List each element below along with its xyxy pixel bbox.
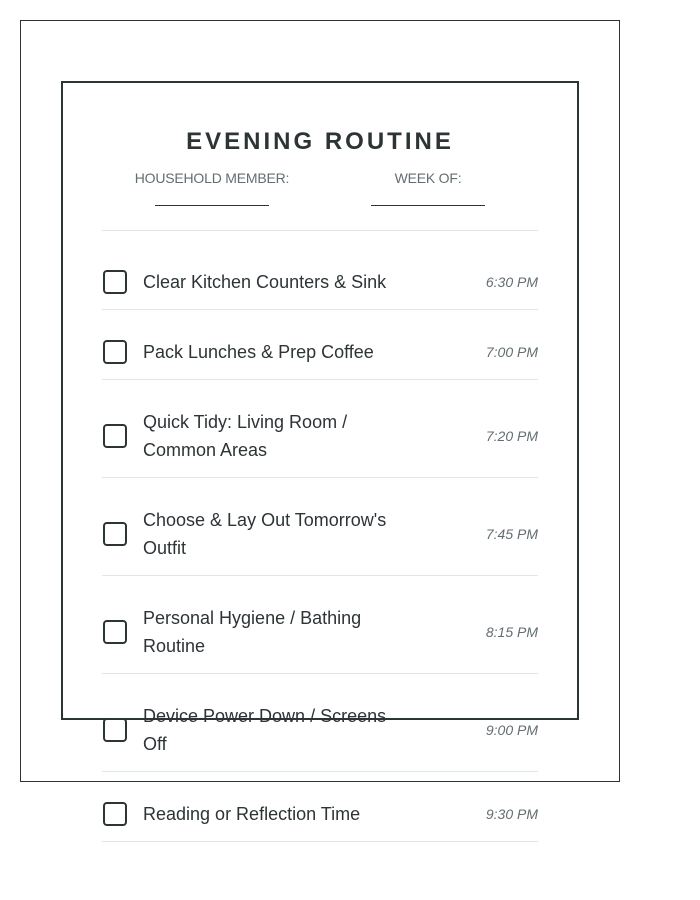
task-checkbox[interactable] <box>103 620 127 644</box>
task-time: 9:30 PM <box>485 806 538 822</box>
task-checkbox[interactable] <box>103 340 127 364</box>
household-member-field <box>112 170 312 206</box>
task-row <box>102 254 538 310</box>
header-fields <box>102 170 538 231</box>
page-title: EVENING ROUTINE <box>186 128 454 155</box>
task-time: 6:30 PM <box>485 274 538 290</box>
task-checkbox[interactable] <box>103 522 127 546</box>
task-label: Device Power Down / Screens Off <box>143 706 387 754</box>
task-label: Personal Hygiene / Bathing Routine <box>143 608 362 656</box>
week-of-input-line[interactable] <box>371 205 485 206</box>
task-row <box>102 324 538 380</box>
task-checkbox[interactable] <box>103 424 127 448</box>
week-of-label: WEEK OF: <box>394 170 462 186</box>
task-checkbox[interactable] <box>103 270 127 294</box>
task-row <box>102 590 538 674</box>
task-row <box>102 394 538 478</box>
task-checkbox[interactable] <box>103 802 127 826</box>
task-time: 7:45 PM <box>485 526 538 542</box>
task-label: Reading or Reflection Time <box>143 804 361 824</box>
task-label: Choose & Lay Out Tomorrow's Outfit <box>143 510 387 558</box>
task-row <box>102 688 538 772</box>
task-list <box>102 254 538 842</box>
task-label: Pack Lunches & Prep Coffee <box>143 342 374 362</box>
task-time: 7:00 PM <box>485 344 538 360</box>
household-member-input-line[interactable] <box>155 205 269 206</box>
task-label: Quick Tidy: Living Room / Common Areas <box>143 412 348 460</box>
task-row <box>102 786 538 842</box>
household-member-label: HOUSEHOLD MEMBER: <box>134 170 290 186</box>
task-time: 9:00 PM <box>485 722 538 738</box>
task-label: Clear Kitchen Counters & Sink <box>143 272 387 292</box>
task-time: 8:15 PM <box>485 624 538 640</box>
card-content <box>102 83 538 842</box>
task-checkbox[interactable] <box>103 718 127 742</box>
task-time: 7:20 PM <box>485 428 538 444</box>
task-row <box>102 492 538 576</box>
week-of-field <box>328 170 528 206</box>
routine-card <box>61 81 579 824</box>
